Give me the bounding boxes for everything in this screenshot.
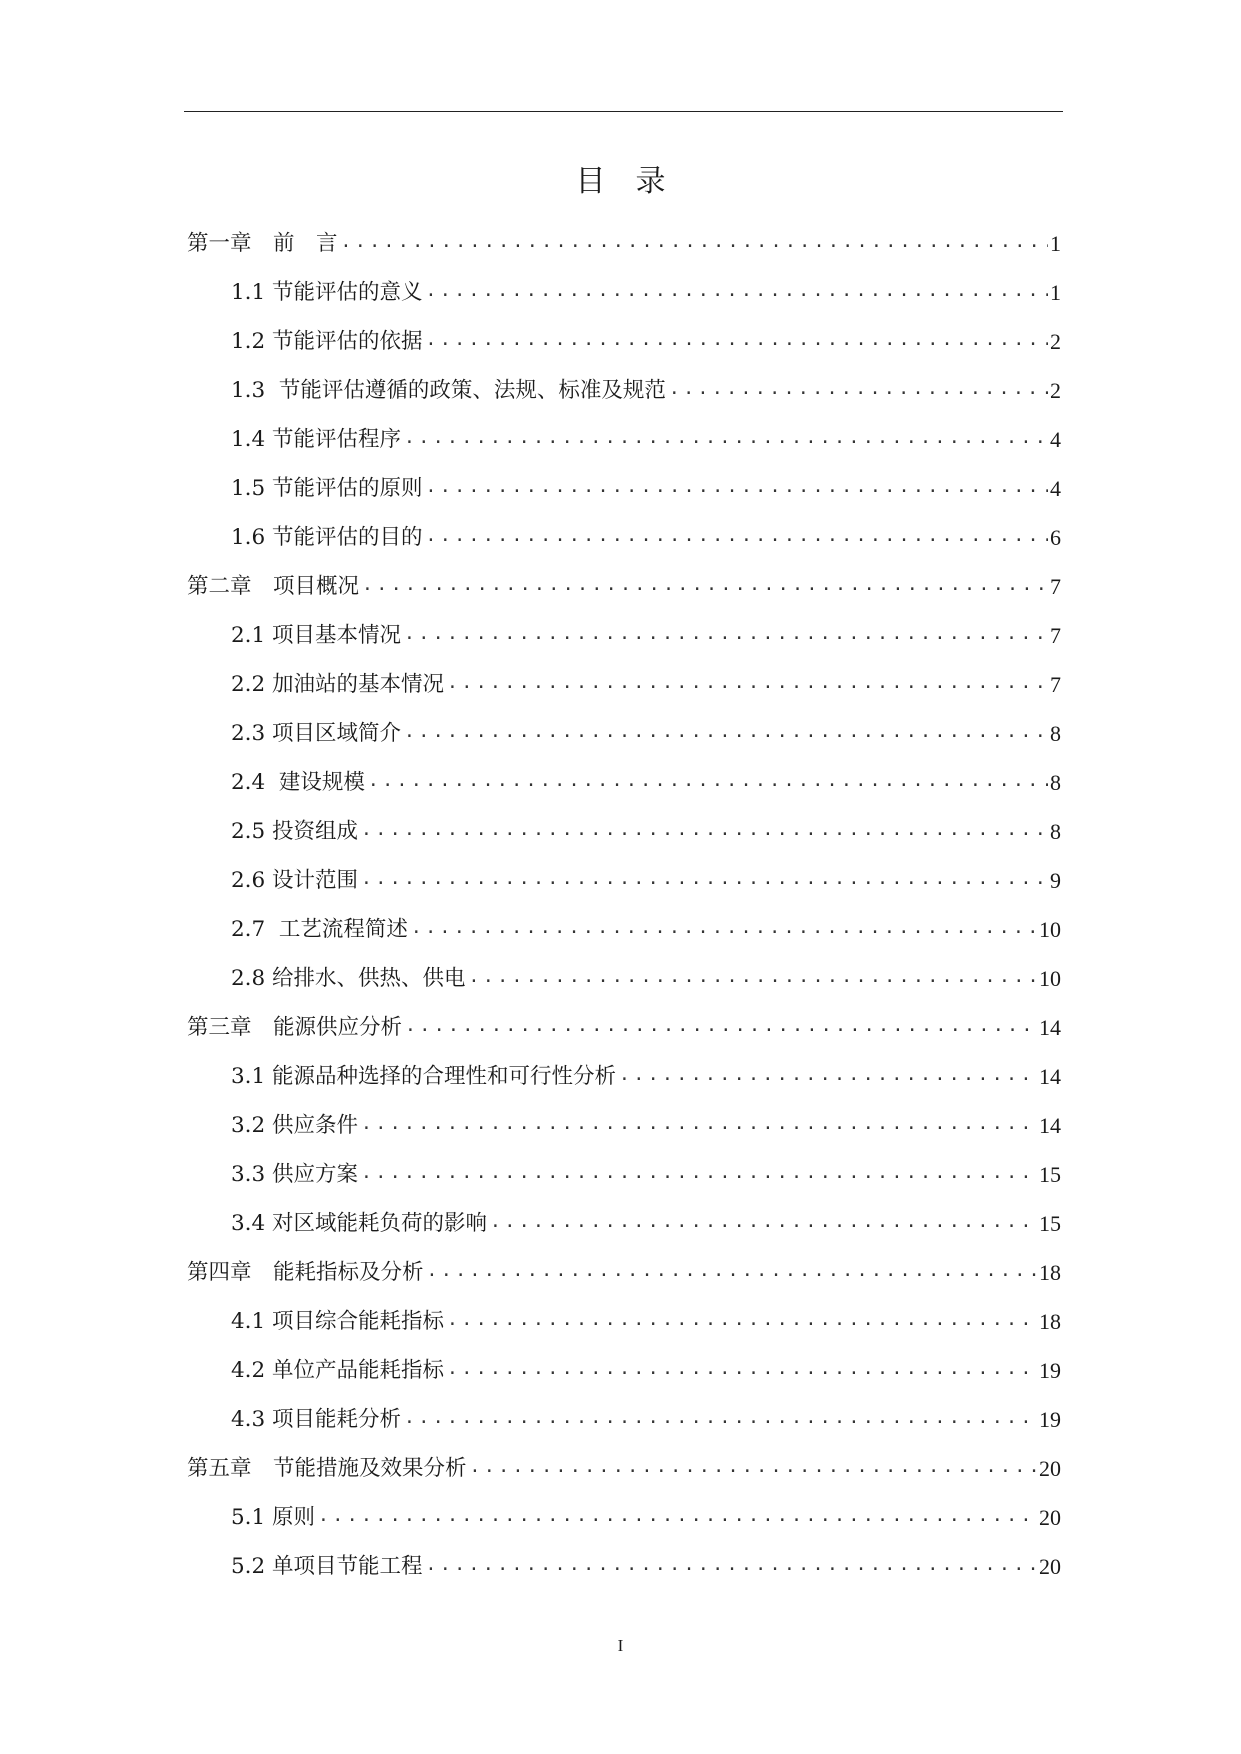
toc-entry-label: 4.1 项目综合能耗指标 <box>231 1308 445 1334</box>
toc-section-entry[interactable] <box>187 1052 1061 1101</box>
toc-entry-label: 3.4 对区域能耗负荷的影响 <box>231 1210 488 1236</box>
toc-dot-leader <box>362 570 1048 600</box>
toc-section-entry[interactable] <box>187 268 1061 317</box>
header-rule <box>184 111 1063 112</box>
toc-dot-leader <box>470 1452 1037 1482</box>
toc-dot-leader <box>361 1158 1037 1188</box>
toc-entry-page: 14 <box>1039 1014 1061 1040</box>
toc-entry-page: 9 <box>1050 867 1061 893</box>
toc-section-entry[interactable] <box>187 513 1061 562</box>
toc-dot-leader <box>404 619 1048 649</box>
toc-entry-page: 19 <box>1039 1357 1061 1383</box>
toc-entry-label: 2.8 给排水、供热、供电 <box>231 965 466 991</box>
toc-entry-page: 8 <box>1050 720 1061 746</box>
toc-entry-label: 第二章 项目概况 <box>187 573 360 599</box>
toc-section-entry[interactable] <box>187 954 1061 1003</box>
toc-section-entry[interactable] <box>187 807 1061 856</box>
toc-entry-label: 1.4 节能评估程序 <box>231 426 402 452</box>
toc-section-entry[interactable] <box>187 905 1061 954</box>
toc-entry-label: 第三章 能源供应分析 <box>187 1014 403 1040</box>
toc-entry-label: 第一章 前 言 <box>187 230 338 256</box>
toc-section-entry[interactable] <box>187 758 1061 807</box>
toc-dot-leader <box>469 962 1037 992</box>
toc-entry-label: 2.2 加油站的基本情况 <box>231 671 445 697</box>
toc-entry-page: 10 <box>1039 916 1061 942</box>
toc-entry-label: 3.2 供应条件 <box>231 1112 359 1138</box>
toc-dot-leader <box>447 1354 1037 1384</box>
toc-entry-page: 10 <box>1039 965 1061 991</box>
toc-section-entry[interactable] <box>187 1493 1061 1542</box>
toc-entry-page: 4 <box>1050 475 1061 501</box>
toc-section-entry[interactable] <box>187 366 1061 415</box>
toc-section-entry[interactable] <box>187 1542 1061 1591</box>
toc-chapter-entry[interactable] <box>187 1444 1061 1493</box>
toc-entry-page: 15 <box>1039 1210 1061 1236</box>
toc-dot-leader <box>426 472 1048 502</box>
toc-entry-label: 2.1 项目基本情况 <box>231 622 402 648</box>
toc-entry-page: 1 <box>1050 279 1061 305</box>
toc-chapter-entry[interactable] <box>187 1003 1061 1052</box>
toc-entry-label: 1.1 节能评估的意义 <box>231 279 423 305</box>
toc-entry-page: 7 <box>1050 622 1061 648</box>
toc-dot-leader <box>426 276 1048 306</box>
toc-dot-leader <box>361 1109 1037 1139</box>
toc-entry-label: 3.1 能源品种选择的合理性和可行性分析 <box>231 1063 617 1089</box>
toc-dot-leader <box>619 1060 1037 1090</box>
toc-dot-leader <box>411 913 1037 943</box>
toc-section-entry[interactable] <box>187 1150 1061 1199</box>
toc-dot-leader <box>405 1011 1037 1041</box>
toc-dot-leader <box>404 717 1048 747</box>
toc-entry-label: 第四章 能耗指标及分析 <box>187 1259 424 1285</box>
toc-entry-label: 2.7 工艺流程简述 <box>231 916 408 942</box>
toc-dot-leader <box>669 374 1048 404</box>
toc-entry-page: 20 <box>1039 1455 1061 1481</box>
toc-entry-label: 4.3 项目能耗分析 <box>231 1406 402 1432</box>
toc-entry-label: 2.6 设计范围 <box>231 867 359 893</box>
toc-section-entry[interactable] <box>187 317 1061 366</box>
toc-section-entry[interactable] <box>187 856 1061 905</box>
toc-section-entry[interactable] <box>187 709 1061 758</box>
toc-dot-leader <box>404 423 1048 453</box>
toc-section-entry[interactable] <box>187 1101 1061 1150</box>
toc-entry-page: 7 <box>1050 573 1061 599</box>
toc-entry-page: 19 <box>1039 1406 1061 1432</box>
toc-section-entry[interactable] <box>187 415 1061 464</box>
toc-entry-page: 2 <box>1050 377 1061 403</box>
toc-entry-page: 6 <box>1050 524 1061 550</box>
toc-entry-label: 5.1 原则 <box>231 1504 316 1530</box>
toc-entry-page: 4 <box>1050 426 1061 452</box>
toc-entry-label: 2.4 建设规模 <box>231 769 365 795</box>
page-title: 目 录 <box>575 164 666 199</box>
toc-dot-leader <box>426 325 1048 355</box>
toc-entry-label: 1.2 节能评估的依据 <box>231 328 423 354</box>
toc-dot-leader <box>341 227 1048 257</box>
toc-dot-leader <box>318 1501 1037 1531</box>
toc-chapter-entry[interactable] <box>187 219 1061 268</box>
toc-dot-leader <box>426 521 1048 551</box>
toc-entry-label: 1.6 节能评估的目的 <box>231 524 423 550</box>
toc-dot-leader <box>490 1207 1037 1237</box>
toc-entry-label: 1.5 节能评估的原则 <box>231 475 423 501</box>
toc-section-entry[interactable] <box>187 464 1061 513</box>
toc-entry-page: 20 <box>1039 1504 1061 1530</box>
toc-dot-leader <box>426 1550 1037 1580</box>
toc-entry-page: 7 <box>1050 671 1061 697</box>
toc-dot-leader <box>447 668 1048 698</box>
toc-entry-label: 1.3 节能评估遵循的政策、法规、标准及规范 <box>231 377 666 403</box>
toc-section-entry[interactable] <box>187 1346 1061 1395</box>
toc-entry-page: 1 <box>1050 230 1061 256</box>
toc-entry-page: 20 <box>1039 1553 1061 1579</box>
toc-entry-label: 5.2 单项目节能工程 <box>231 1553 423 1579</box>
toc-dot-leader <box>404 1403 1037 1433</box>
toc-entry-label: 2.5 投资组成 <box>231 818 359 844</box>
toc-section-entry[interactable] <box>187 1199 1061 1248</box>
toc-dot-leader <box>361 815 1048 845</box>
toc-entry-page: 15 <box>1039 1161 1061 1187</box>
toc-dot-leader <box>361 864 1048 894</box>
toc-section-entry[interactable] <box>187 660 1061 709</box>
toc-chapter-entry[interactable] <box>187 1248 1061 1297</box>
toc-dot-leader <box>427 1256 1037 1286</box>
toc-entry-page: 14 <box>1039 1063 1061 1089</box>
table-of-contents <box>187 219 1061 1591</box>
toc-section-entry[interactable] <box>187 611 1061 660</box>
toc-entry-label: 2.3 项目区域简介 <box>231 720 402 746</box>
toc-entry-label: 3.3 供应方案 <box>231 1161 359 1187</box>
toc-entry-label: 4.2 单位产品能耗指标 <box>231 1357 445 1383</box>
toc-dot-leader <box>447 1305 1037 1335</box>
toc-section-entry[interactable] <box>187 1297 1061 1346</box>
toc-entry-label: 第五章 节能措施及效果分析 <box>187 1455 467 1481</box>
toc-section-entry[interactable] <box>187 1395 1061 1444</box>
toc-entry-page: 18 <box>1039 1308 1061 1334</box>
page-number: I <box>617 1636 624 1655</box>
toc-entry-page: 8 <box>1050 818 1061 844</box>
toc-entry-page: 18 <box>1039 1259 1061 1285</box>
toc-entry-page: 14 <box>1039 1112 1061 1138</box>
toc-entry-page: 2 <box>1050 328 1061 354</box>
toc-chapter-entry[interactable] <box>187 562 1061 611</box>
toc-entry-page: 8 <box>1050 769 1061 795</box>
toc-dot-leader <box>368 766 1048 796</box>
